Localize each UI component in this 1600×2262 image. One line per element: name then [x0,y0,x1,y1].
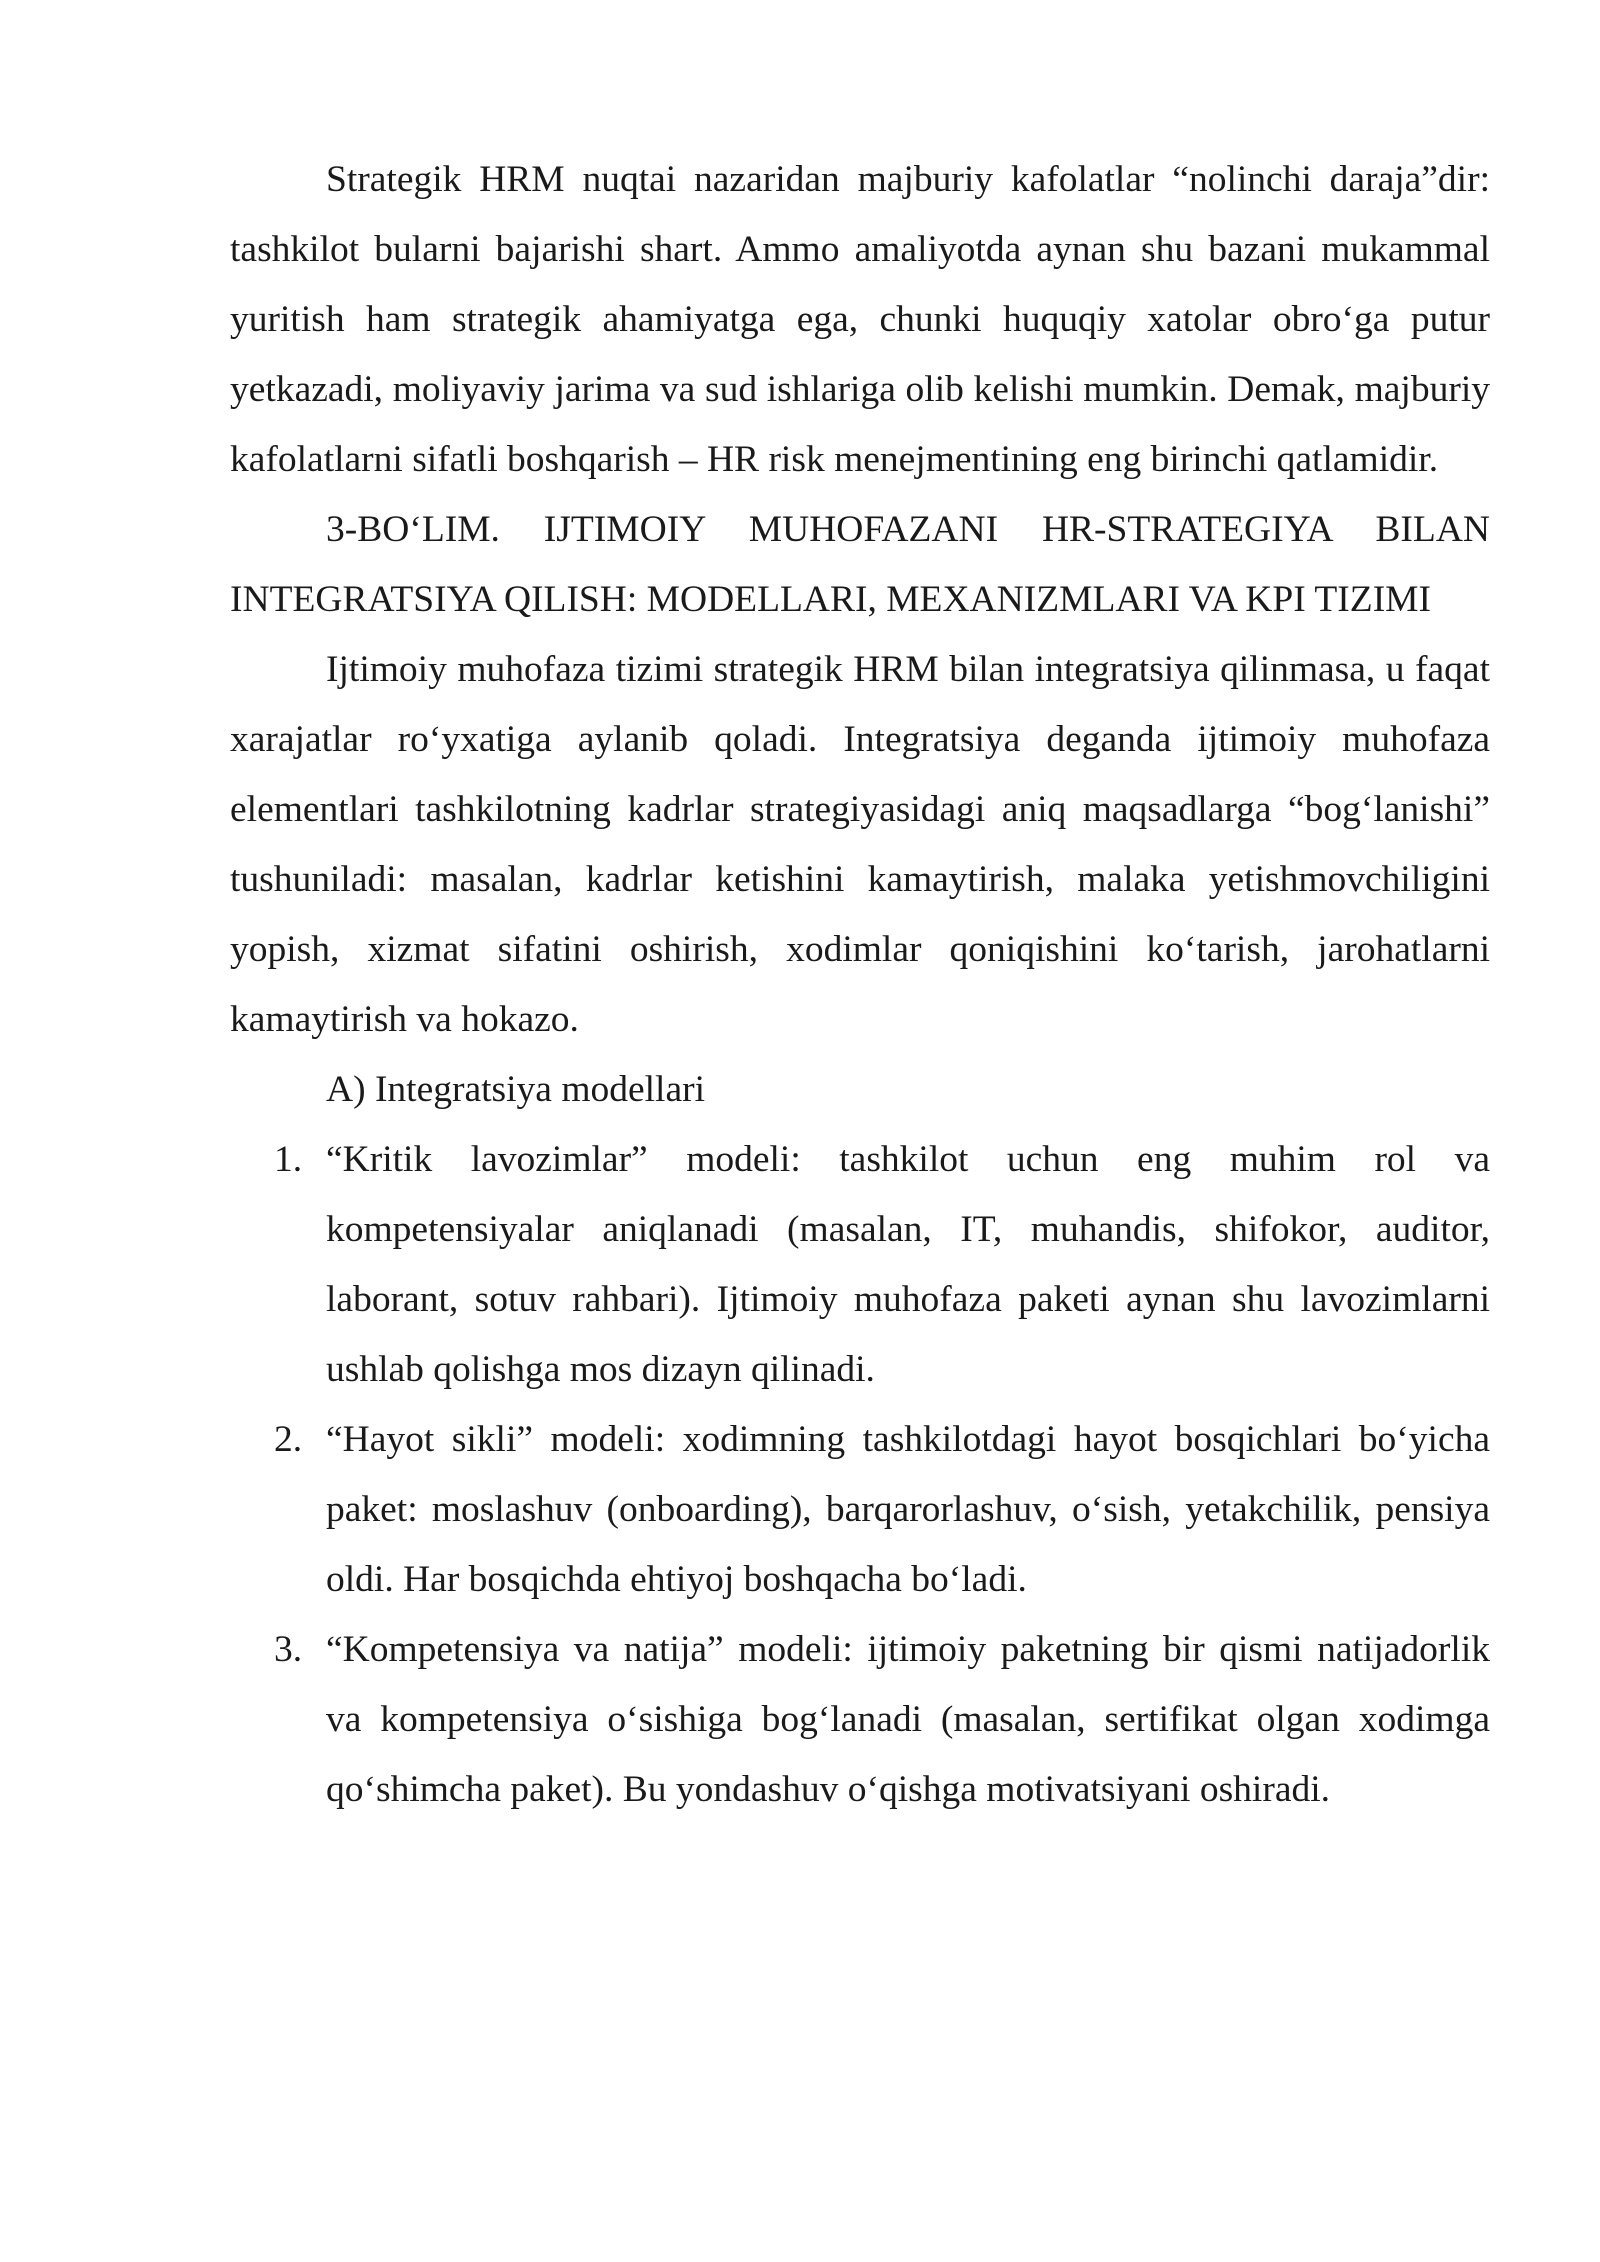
list-item-text: “Hayot sikli” modeli: xodimning tashkilotdagi hayot bosqichlari bo‘yicha paket: moslashuv (onboarding), barqarorlashuv, o‘sish, yetakchilik, pensiya oldi. Har bosqichda ehtiyoj boshqacha bo‘ladi. [326,1419,1490,1600]
section-heading: 3-BO‘LIM. IJTIMOIY MUHOFAZANI HR-STRATEGIYA BILAN INTEGRATSIYA QILISH: MODELLARI, MEXANIZMLARI VA KPI TIZIMI [230,509,1490,620]
list-item-text: “Kritik lavozimlar” modeli: tashkilot uchun eng muhim rol va kompetensiyalar aniqlanadi (masalan, IT, muhandis, shifokor, auditor, laborant, sotuv rahbari). Ijtimoiy muhofaza paketi aynan shu lavozimlarni ushlab qolishga mos dizayn qilinadi. [326,1139,1490,1390]
models-list [230,1125,1490,1825]
list-item-number: 1. [274,1139,303,1180]
list-item [274,1615,1490,1825]
list-item-number: 2. [274,1419,303,1460]
list-item-text: “Kompetensiya va natija” modeli: ijtimoiy paketning bir qismi natijadorlik va kompetensiya o‘sishiga bog‘lanadi (masalan, sertifikat olgan xodimga qo‘shimcha paket). Bu yondashuv o‘qishga motivatsiyani oshiradi. [326,1629,1490,1810]
subheading-integration-models: A) Integratsiya modellari [326,1069,706,1110]
paragraph-mandatory-guarantees: Strategik HRM nuqtai nazaridan majburiy kafolatlar “nolinchi daraja”dir: tashkilot bularni bajarishi shart. Ammo amaliyotda aynan shu bazani mukammal yuritish ham strategik ahamiyatga ega, chunki huquqiy xatolar obro‘ga putur yetkazadi, moliyaviy jarima va sud ishlariga olib kelishi mumkin. Demak, majburiy kafolatlarni sifatli boshqarish – HR risk menejmentining eng birinchi qatlamidir. [230,159,1490,480]
document-body [230,145,1490,1825]
list-item-number: 3. [274,1629,303,1670]
list-item [274,1405,1490,1615]
paragraph-integration: Ijtimoiy muhofaza tizimi strategik HRM bilan integratsiya qilinmasa, u faqat xarajatlar ro‘yxatiga aylanib qoladi. Integratsiya deganda ijtimoiy muhofaza elementlari tashkilotning kadrlar strategiyasidagi aniq maqsadlarga “bog‘lanishi” tushuniladi: masalan, kadrlar ketishini kamaytirish, malaka yetishmovchiligini yopish, xizmat sifatini oshirish, xodimlar qoniqishini ko‘tarish, jarohatlarni kamaytirish va hokazo. [230,649,1490,1040]
list-item [274,1125,1490,1405]
